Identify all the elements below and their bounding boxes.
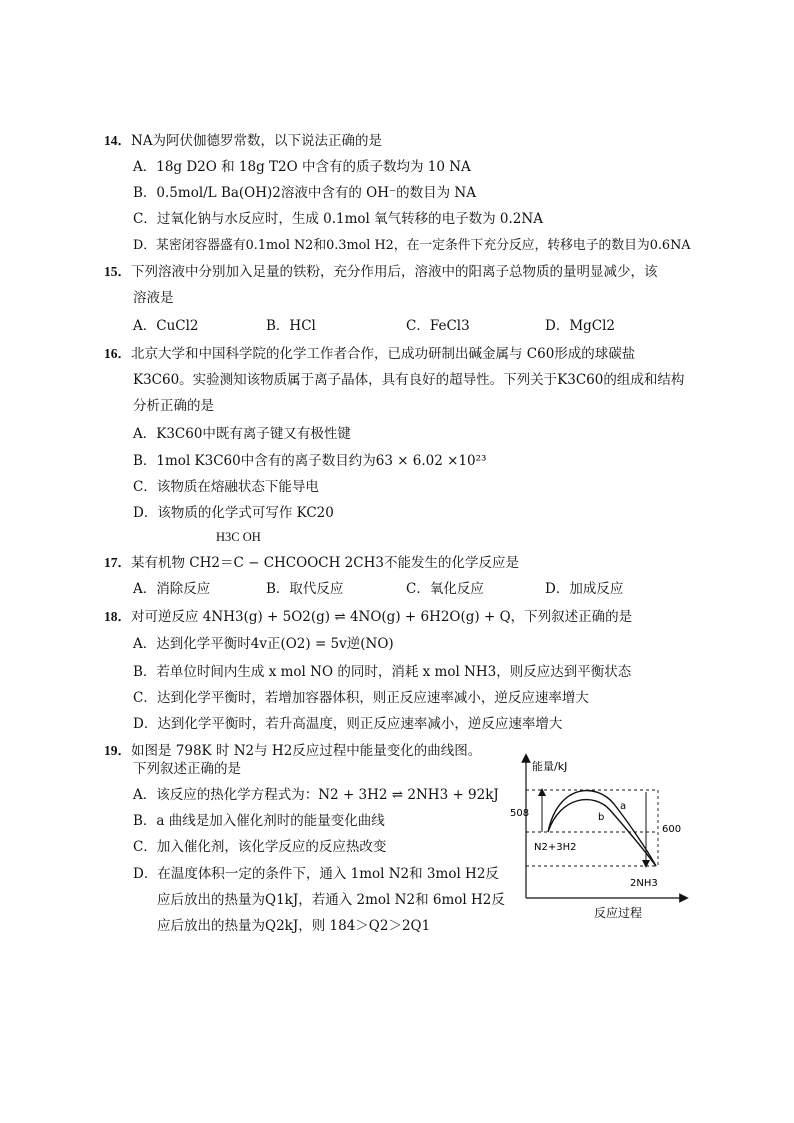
q17-option-d: D．加成反应 [545,581,624,597]
question-number: 15． [104,264,131,279]
label-reactants: N2+3H2 [534,842,577,853]
q14-option-b: B．0.5mol/L Ba(OH)2溶液中含有的 OH⁻的数目为 NA [133,185,476,201]
q15-option-a: A．CuCl2 [133,318,199,334]
q14-option-c: C．过氧化钠与水反应时，生成 0.1mol 氧气转移的电子数为 0.2NA [133,211,543,227]
y-axis-label: 能量/kJ [532,760,568,773]
question-stem: 北京大学和中国科学院的化学工作者合作，已成功研制出碱金属与 C60形成的球碳盐 [131,346,636,362]
curve-b [548,800,656,866]
q19-option-d-line2: 应后放出的热量为Q1kJ，若通入 2mol N2和 6mol H2反 [157,892,505,908]
question-number: 14． [104,133,131,148]
question-stem: 如图是 798K 时 N2与 H2反应过程中能量变化的曲线图。 [131,743,482,759]
curve-b-label: b [598,812,605,823]
question-number: 18． [104,609,131,624]
q19-option-b: B．a 曲线是加入催化剂时的能量变化曲线 [133,813,385,829]
question-number: 17． [104,555,131,570]
question-16 [104,341,635,367]
question-stem: NA为阿伏伽德罗常数，以下说法正确的是 [131,133,383,149]
label-products: 2NH3 [630,878,658,889]
q16-option-c: C．该物质在熔融状态下能导电 [133,479,319,495]
question-14 [104,128,382,154]
q15-option-b: B．HCl [266,318,316,334]
q14-option-d: D．某密闭容器盛有0.1mol N2和0.3mol H2，在一定条件下充分反应，转移电子的数目为0.6NA [133,238,691,253]
q18-option-a: A．达到化学平衡时4v正(O2) = 5v逆(NO) [133,636,394,652]
question-17 [104,550,519,576]
question-18 [104,604,632,630]
q17-structure-substituents: H3C OH [216,530,261,544]
question-stem: 下列溶液中分别加入足量的铁粉，充分作用后，溶液中的阳离子总物质的量明显减少，该 [131,264,658,280]
q16-stem-line2: K3C60。实验测知该物质属于离子晶体，具有良好的超导性。下列关于K3C60的组成和结构 [133,372,685,388]
q16-option-b: B．1mol K3C60中含有的离子数目约为63 × 6.02 ×10²³ [133,453,487,469]
question-number: 16． [104,346,131,361]
q15-stem-line2: 溶液是 [133,290,174,306]
q18-option-b: B．若单位时间内生成 x mol NO 的同时，消耗 x mol NH3，则反应达到平衡状态 [133,664,632,680]
q16-stem-line3: 分析正确的是 [133,398,214,414]
q15-option-d: D．MgCl2 [545,318,616,334]
x-axis-label: 反应过程 [594,906,643,920]
q15-option-c: C．FeCl3 [406,318,470,334]
q17-option-a: A．消除反应 [133,581,211,597]
q18-option-c: C．达到化学平衡时，若增加容器体积，则正反应速率减小，逆反应速率增大 [133,690,589,706]
question-stem: 某有机物 CH2＝C − CHCOOCH 2CH3不能发生的化学反应是 [131,555,519,571]
q16-option-a: A．K3C60中既有离子键又有极性键 [133,426,351,442]
energy-profile-diagram [496,752,692,924]
question-stem: 对可逆反应 4NH3(g) + 5O2(g) ⇌ 4NO(g) + 6H2O(g) + Q，下列叙述正确的是 [131,609,633,625]
curve-a [548,791,656,866]
q19-option-a: A．该反应的热化学方程式为：N2 + 3H2 ⇌ 2NH3 + 92kJ [133,787,499,803]
q18-option-d: D．达到化学平衡时，若升高温度，则正反应速率减小，逆反应速率增大 [133,716,563,732]
label-600: 600 [662,824,682,835]
label-508: 508 [510,808,530,819]
q19-stem-line2: 下列叙述正确的是 [133,761,241,777]
question-15 [104,259,658,285]
q14-option-a: A．18g D2O 和 18g T2O 中含有的质子数均为 10 NA [133,159,471,175]
question-number: 19． [104,743,131,758]
q17-option-b: B．取代反应 [266,581,344,597]
q16-option-d: D．该物质的化学式可写作 KC20 [133,505,334,521]
curve-a-label: a [620,801,627,812]
q17-option-c: C．氧化反应 [406,581,484,597]
q19-option-d-line1: D．在温度体积一定的条件下，通入 1mol N2和 3mol H2反 [133,866,499,882]
q19-option-d-line3: 应后放出的热量为Q2kJ，则 184＞Q2＞2Q1 [157,918,431,934]
q19-option-c: C．加入催化剂，该化学反应的反应热改变 [133,839,387,855]
